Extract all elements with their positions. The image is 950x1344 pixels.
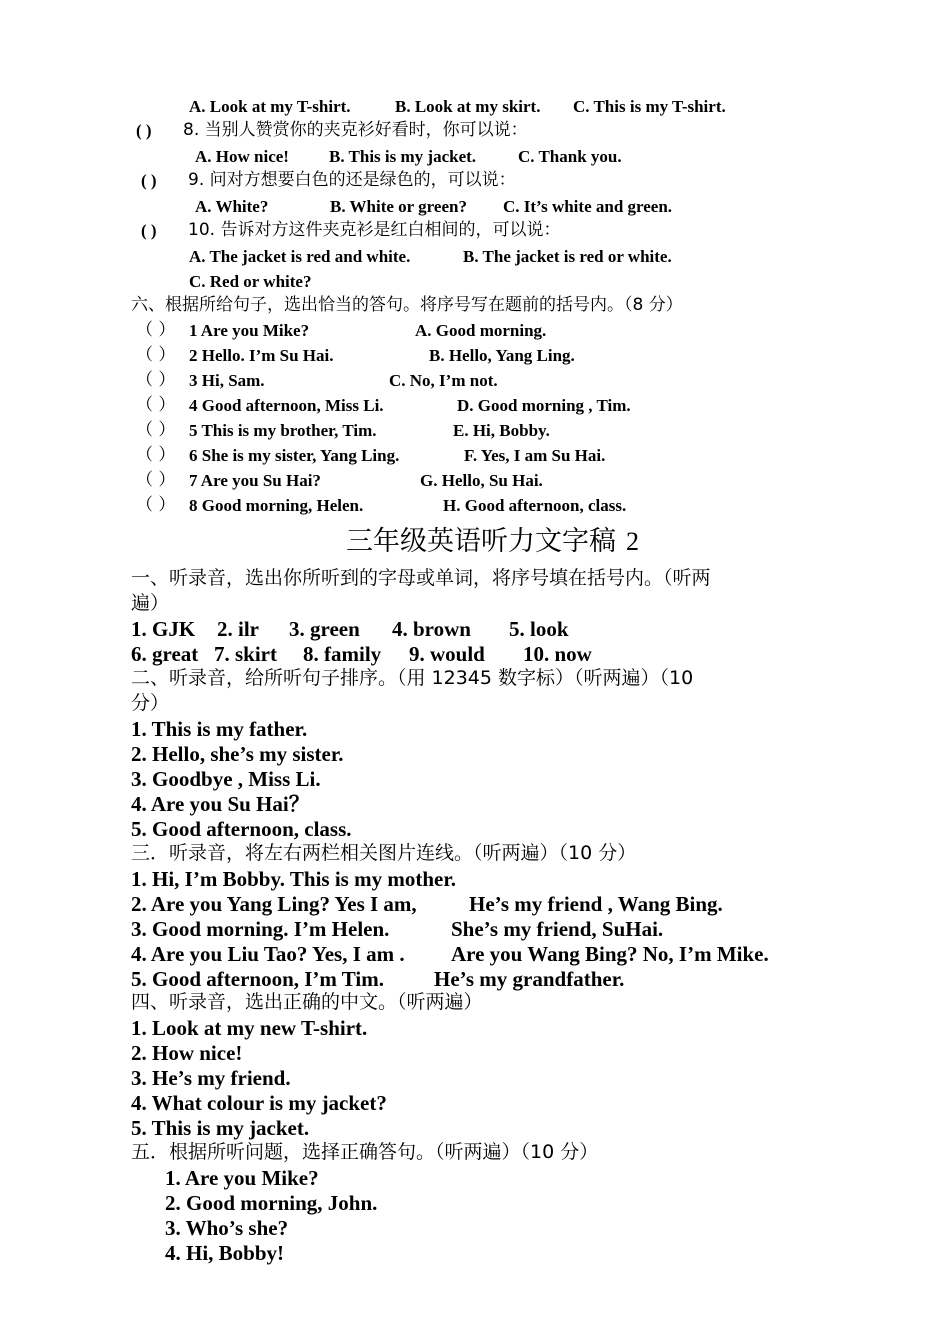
q8-option-a: A. How nice! [195,147,289,166]
q10-option-c: C. Red or white? [189,272,312,291]
s3-right-text: He’s my friend , Wang Bing. [469,892,723,916]
script-title [346,528,639,555]
s3-left-text: 5. Good afternoon, I’m Tim. [131,967,384,991]
section6-answer: E. Hi, Bobby. [453,421,550,440]
s4-sentence: 2. How nice! [131,1041,243,1065]
s3-right-text: She’s my friend, SuHai. [451,917,664,941]
section6-answer: B. Hello, Yang Ling. [429,346,575,365]
q7-option-b: B. Look at my skirt. [395,97,541,116]
q9-option-c: C. It’s white and green. [503,197,673,216]
section6-question: 5 This is my brother, Tim. [189,421,377,440]
section6-answer: A. Good morning. [415,321,547,340]
word-item: 5. look [509,617,569,641]
q9-option-a: A. White? [195,197,269,216]
q7-option-a: A. Look at my T-shirt. [189,97,351,116]
word-item: 2. ilr [217,617,259,641]
s3-left-text: 2. Are you Yang Ling? Yes I am, [131,892,417,916]
s4-heading: 四、听录音，选出正确的中文。（听两遍） [131,991,483,1013]
word-item: 8. family [303,642,382,666]
script-title-number: 2 [626,527,639,556]
s2-heading-line1: 二、听录音，给所听句子排序。（用 12345 数字标）（听两遍）（10 [131,667,694,689]
s3-right-text: Are you Wang Bing? No, I’m Mike. [451,942,769,966]
word-item: 10. now [523,642,592,666]
q9-option-b: B. White or green? [330,197,467,216]
section6-heading: 六、根据所给句子，选出恰当的答句。将序号写在题前的括号内。（8 分） [131,295,683,315]
section6-question: 3 Hi, Sam. [189,371,265,390]
word-item: 9. would [409,642,485,666]
word-item: 6. great [131,642,199,666]
s3-heading: 三．听录音，将左右两栏相关图片连线。（听两遍）（10 分） [131,842,637,864]
answer-bracket: （ ） [136,370,176,390]
answer-bracket: （ ） [136,345,176,365]
q10-answer-bracket: ( ) [141,221,157,240]
answer-bracket: （ ） [136,320,176,340]
s2-sentence: 4. Are you Su Hai？ [131,792,310,816]
section6-question: 2 Hello. I’m Su Hai. [189,346,334,365]
answer-bracket: （ ） [136,445,176,465]
answer-bracket: （ ） [136,395,176,415]
s2-sentence: 3. Goodbye , Miss Li. [131,767,321,791]
section6-question: 1 Are you Mike? [189,321,310,340]
s3-left-text: 3. Good morning. I’m Helen. [131,917,390,941]
section6-answer: C. No, I’m not. [389,371,498,390]
q8-option-b: B. This is my jacket. [329,147,477,166]
s3-left-text: 4. Are you Liu Tao? Yes, I am . [131,942,405,966]
q8-answer-bracket: ( ) [136,121,152,140]
answer-bracket: （ ） [136,470,176,490]
s5-sentence: 2. Good morning, John. [165,1191,378,1215]
s5-sentence: 1. Are you Mike? [165,1166,319,1190]
s4-sentence: 5. This is my jacket. [131,1116,310,1140]
s2-sentence: 2. Hello, she’s my sister. [131,742,344,766]
section6-answer: D. Good morning , Tim. [457,396,631,415]
section6-question: 6 She is my sister, Yang Ling. [189,446,400,465]
s3-left-text: 1. Hi, I’m Bobby. This is my mother. [131,867,456,891]
s4-sentence: 4. What colour is my jacket? [131,1091,387,1115]
q10-option-a: A. The jacket is red and white. [189,247,411,266]
s1-heading-line1: 一、听录音，选出你所听到的字母或单词，将序号填在括号内。（听两 [131,567,711,589]
section6-answer: F. Yes, I am Su Hai. [464,446,606,465]
word-item: 1. GJK [131,617,196,641]
section6-question: 4 Good afternoon, Miss Li. [189,396,384,415]
s5-sentence: 3. Who’s she? [165,1216,289,1240]
q10-prompt: 10. 告诉对方这件夹克衫是红白相间的，可以说： [188,220,561,240]
word-item: 3. green [289,617,360,641]
section6-question: 7 Are you Su Hai? [189,471,321,490]
q8-prompt: 8. 当别人赞赏你的夹克衫好看时，你可以说： [183,120,528,140]
s2-sentence: 1. This is my father. [131,717,308,741]
s1-heading-line2: 遍） [131,592,170,614]
section6-question: 8 Good morning, Helen. [189,496,364,515]
s5-sentence: 4. Hi, Bobby! [165,1241,285,1265]
answer-bracket: （ ） [136,420,176,440]
answer-bracket: （ ） [136,495,176,515]
section6-answer: G. Hello, Su Hai. [420,471,543,490]
q9-answer-bracket: ( ) [141,171,157,190]
s3-right-text: He’s my grandfather. [434,967,625,991]
word-item: 7. skirt [214,642,277,666]
q7-option-c: C. This is my T-shirt. [573,97,726,116]
word-item: 4. brown [392,617,471,641]
q8-option-c: C. Thank you. [518,147,622,166]
s4-sentence: 3. He’s my friend. [131,1066,291,1090]
q9-prompt: 9. 问对方想要白色的还是绿色的，可以说： [188,170,516,190]
s4-sentence: 1. Look at my new T-shirt. [131,1016,368,1040]
q10-option-b: B. The jacket is red or white. [463,247,672,266]
script-title-text: 三年级英语听力文字稿 [346,526,616,557]
section6-answer: H. Good afternoon, class. [443,496,627,515]
s2-heading-line2: 分） [131,692,170,714]
s5-heading: 五．根据所听问题，选择正确答句。（听两遍）（10 分） [131,1141,599,1163]
s2-sentence: 5. Good afternoon, class. [131,817,352,841]
